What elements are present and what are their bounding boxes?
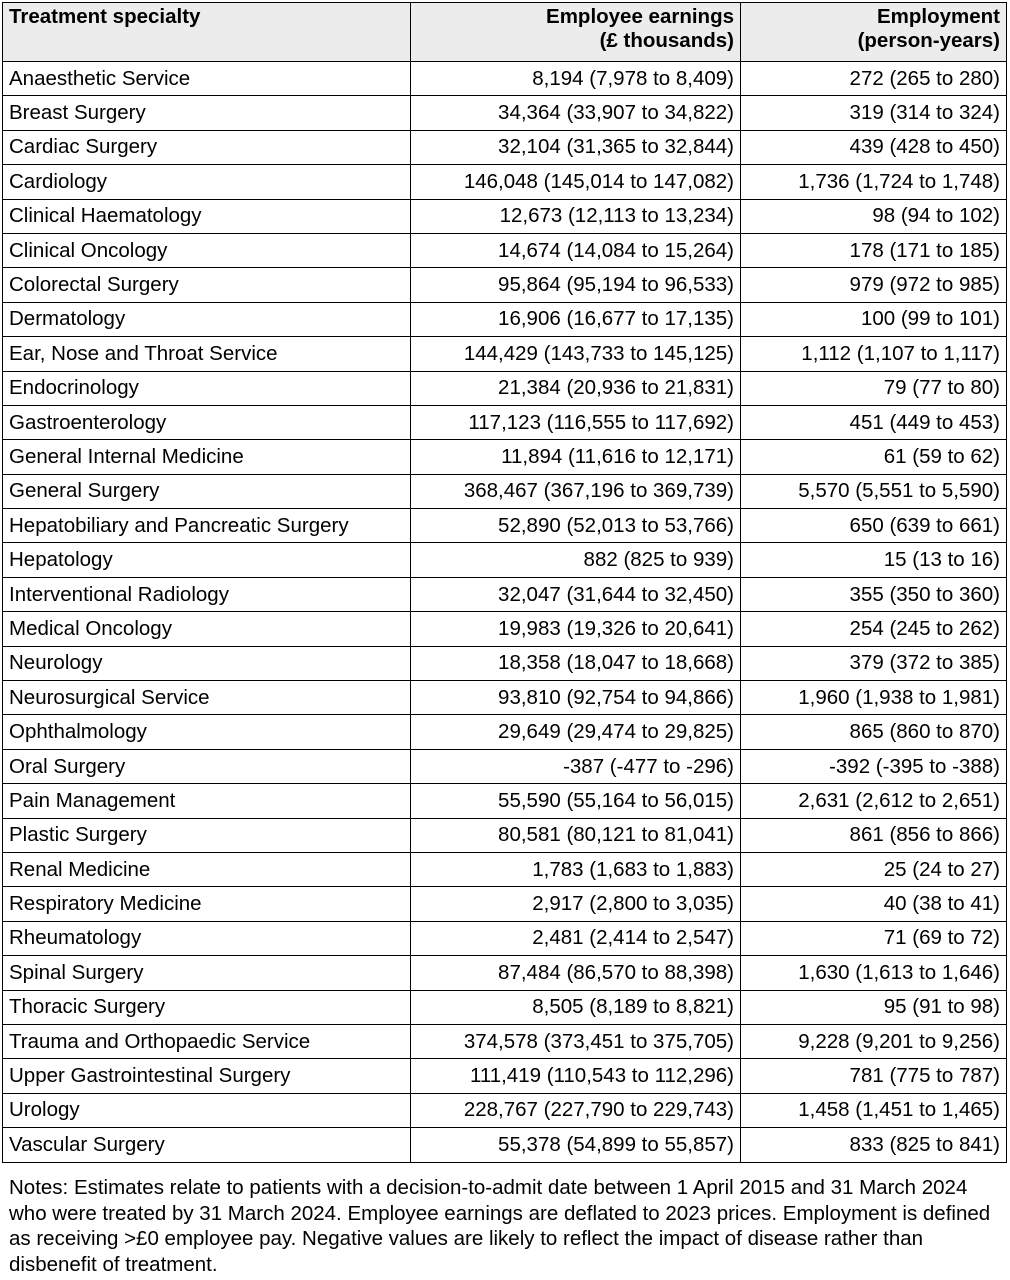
earnings-cell: 117,123 (116,555 to 117,692) [411, 405, 741, 439]
employment-cell: 1,960 (1,938 to 1,981) [741, 681, 1007, 715]
table-row [3, 165, 1007, 199]
header-row [3, 3, 1007, 62]
specialty-cell: Cardiac Surgery [3, 130, 411, 164]
table-row [3, 1128, 1007, 1162]
specialty-cell: Hepatobiliary and Pancreatic Surgery [3, 509, 411, 543]
employment-cell: 319 (314 to 324) [741, 96, 1007, 130]
earnings-cell: 19,983 (19,326 to 20,641) [411, 612, 741, 646]
specialty-cell: Anaesthetic Service [3, 62, 411, 96]
specialty-cell: Pain Management [3, 784, 411, 818]
earnings-cell: 55,378 (54,899 to 55,857) [411, 1128, 741, 1162]
earnings-cell: 882 (825 to 939) [411, 543, 741, 577]
employment-cell: 79 (77 to 80) [741, 371, 1007, 405]
table-row [3, 474, 1007, 508]
employment-cell: 833 (825 to 841) [741, 1128, 1007, 1162]
specialty-cell: Endocrinology [3, 371, 411, 405]
table-row [3, 1024, 1007, 1058]
earnings-cell: 16,906 (16,677 to 17,135) [411, 302, 741, 336]
table-body [3, 62, 1007, 1163]
table-row [3, 990, 1007, 1024]
specialty-cell: Urology [3, 1093, 411, 1127]
header-employment-line1: Employment [876, 5, 1000, 28]
specialty-cell: Medical Oncology [3, 612, 411, 646]
specialty-cell: Interventional Radiology [3, 577, 411, 611]
earnings-cell: 87,484 (86,570 to 88,398) [411, 956, 741, 990]
employment-cell: 439 (428 to 450) [741, 130, 1007, 164]
earnings-cell: 21,384 (20,936 to 21,831) [411, 371, 741, 405]
table-row [3, 543, 1007, 577]
header-specialty-label: Treatment specialty [9, 5, 201, 28]
earnings-cell: -387 (-477 to -296) [411, 749, 741, 783]
employment-cell: 95 (91 to 98) [741, 990, 1007, 1024]
specialty-cell: Cardiology [3, 165, 411, 199]
table-row [3, 715, 1007, 749]
table-row [3, 1093, 1007, 1127]
employment-cell: 15 (13 to 16) [741, 543, 1007, 577]
employment-cell: 865 (860 to 870) [741, 715, 1007, 749]
employment-cell: 178 (171 to 185) [741, 233, 1007, 267]
earnings-cell: 93,810 (92,754 to 94,866) [411, 681, 741, 715]
specialty-cell: General Internal Medicine [3, 440, 411, 474]
specialty-cell: Rheumatology [3, 921, 411, 955]
earnings-cell: 32,047 (31,644 to 32,450) [411, 577, 741, 611]
specialty-cell: Neurology [3, 646, 411, 680]
specialty-cell: Renal Medicine [3, 852, 411, 886]
table-row [3, 233, 1007, 267]
table-row [3, 405, 1007, 439]
table-row [3, 646, 1007, 680]
table-row [3, 509, 1007, 543]
table-row [3, 784, 1007, 818]
employment-cell: 272 (265 to 280) [741, 62, 1007, 96]
specialty-cell: Thoracic Surgery [3, 990, 411, 1024]
table-row [3, 62, 1007, 96]
table-row [3, 921, 1007, 955]
specialty-cell: Hepatology [3, 543, 411, 577]
table-row [3, 337, 1007, 371]
table-row [3, 577, 1007, 611]
employment-cell: 100 (99 to 101) [741, 302, 1007, 336]
specialty-cell: General Surgery [3, 474, 411, 508]
specialty-cell: Respiratory Medicine [3, 887, 411, 921]
specialty-cell: Breast Surgery [3, 96, 411, 130]
specialty-cell: Spinal Surgery [3, 956, 411, 990]
earnings-cell: 111,419 (110,543 to 112,296) [411, 1059, 741, 1093]
employment-cell: 650 (639 to 661) [741, 509, 1007, 543]
table-row [3, 440, 1007, 474]
table-row [3, 302, 1007, 336]
earnings-cell: 374,578 (373,451 to 375,705) [411, 1024, 741, 1058]
employment-cell: 1,458 (1,451 to 1,465) [741, 1093, 1007, 1127]
table-row [3, 96, 1007, 130]
employment-cell: 1,736 (1,724 to 1,748) [741, 165, 1007, 199]
specialty-cell: Gastroenterology [3, 405, 411, 439]
earnings-cell: 144,429 (143,733 to 145,125) [411, 337, 741, 371]
earnings-cell: 29,649 (29,474 to 29,825) [411, 715, 741, 749]
table-row [3, 199, 1007, 233]
specialty-cell: Ophthalmology [3, 715, 411, 749]
specialty-cell: Colorectal Surgery [3, 268, 411, 302]
header-earnings [411, 3, 741, 62]
employment-cell: 71 (69 to 72) [741, 921, 1007, 955]
employment-cell: 98 (94 to 102) [741, 199, 1007, 233]
table-row [3, 852, 1007, 886]
earnings-cell: 2,917 (2,800 to 3,035) [411, 887, 741, 921]
specialty-cell: Dermatology [3, 302, 411, 336]
table-row [3, 1059, 1007, 1093]
results-table [2, 2, 1007, 1163]
employment-cell: 5,570 (5,551 to 5,590) [741, 474, 1007, 508]
header-earnings-line1: Employee earnings [546, 5, 734, 28]
specialty-cell: Clinical Oncology [3, 233, 411, 267]
table-row [3, 749, 1007, 783]
table-row [3, 371, 1007, 405]
earnings-cell: 1,783 (1,683 to 1,883) [411, 852, 741, 886]
earnings-cell: 11,894 (11,616 to 12,171) [411, 440, 741, 474]
employment-cell: 451 (449 to 453) [741, 405, 1007, 439]
earnings-cell: 32,104 (31,365 to 32,844) [411, 130, 741, 164]
earnings-cell: 14,674 (14,084 to 15,264) [411, 233, 741, 267]
table-row [3, 612, 1007, 646]
specialty-cell: Ear, Nose and Throat Service [3, 337, 411, 371]
employment-cell: 979 (972 to 985) [741, 268, 1007, 302]
employment-cell: 781 (775 to 787) [741, 1059, 1007, 1093]
employment-cell: 9,228 (9,201 to 9,256) [741, 1024, 1007, 1058]
earnings-cell: 55,590 (55,164 to 56,015) [411, 784, 741, 818]
earnings-cell: 12,673 (12,113 to 13,234) [411, 199, 741, 233]
header-employment-line2: (person-years) [857, 29, 1000, 52]
earnings-cell: 8,505 (8,189 to 8,821) [411, 990, 741, 1024]
specialty-cell: Neurosurgical Service [3, 681, 411, 715]
employment-cell: 61 (59 to 62) [741, 440, 1007, 474]
employment-cell: 861 (856 to 866) [741, 818, 1007, 852]
specialty-cell: Oral Surgery [3, 749, 411, 783]
header-employment [741, 3, 1007, 62]
earnings-cell: 18,358 (18,047 to 18,668) [411, 646, 741, 680]
table-notes: Notes: Estimates relate to patients with a decision-to-admit date between 1 April 2015 and 31 March 2024 who were treated by 31 March 2024. Employee earnings are deflated to 2023 prices. Employment is defined as receiving >£0 employee pay. Negative values are likely to reflect the impact of disease rather than disbenefit of treatment. [9, 1176, 991, 1276]
earnings-cell: 368,467 (367,196 to 369,739) [411, 474, 741, 508]
earnings-cell: 52,890 (52,013 to 53,766) [411, 509, 741, 543]
specialty-cell: Upper Gastrointestinal Surgery [3, 1059, 411, 1093]
earnings-cell: 8,194 (7,978 to 8,409) [411, 62, 741, 96]
table-row [3, 887, 1007, 921]
earnings-cell: 146,048 (145,014 to 147,082) [411, 165, 741, 199]
employment-cell: 254 (245 to 262) [741, 612, 1007, 646]
table-row [3, 268, 1007, 302]
specialty-cell: Plastic Surgery [3, 818, 411, 852]
employment-cell: -392 (-395 to -388) [741, 749, 1007, 783]
earnings-cell: 95,864 (95,194 to 96,533) [411, 268, 741, 302]
table-row [3, 130, 1007, 164]
employment-cell: 25 (24 to 27) [741, 852, 1007, 886]
employment-cell: 355 (350 to 360) [741, 577, 1007, 611]
specialty-cell: Trauma and Orthopaedic Service [3, 1024, 411, 1058]
earnings-cell: 228,767 (227,790 to 229,743) [411, 1093, 741, 1127]
employment-cell: 379 (372 to 385) [741, 646, 1007, 680]
employment-cell: 40 (38 to 41) [741, 887, 1007, 921]
earnings-cell: 34,364 (33,907 to 34,822) [411, 96, 741, 130]
header-earnings-line2: (£ thousands) [599, 29, 734, 52]
table-row [3, 956, 1007, 990]
table-row [3, 818, 1007, 852]
header-specialty [3, 3, 411, 62]
table-header [3, 3, 1007, 62]
employment-cell: 2,631 (2,612 to 2,651) [741, 784, 1007, 818]
table-row [3, 681, 1007, 715]
specialty-cell: Vascular Surgery [3, 1128, 411, 1162]
employment-cell: 1,630 (1,613 to 1,646) [741, 956, 1007, 990]
earnings-cell: 80,581 (80,121 to 81,041) [411, 818, 741, 852]
employment-cell: 1,112 (1,107 to 1,117) [741, 337, 1007, 371]
specialty-cell: Clinical Haematology [3, 199, 411, 233]
earnings-cell: 2,481 (2,414 to 2,547) [411, 921, 741, 955]
